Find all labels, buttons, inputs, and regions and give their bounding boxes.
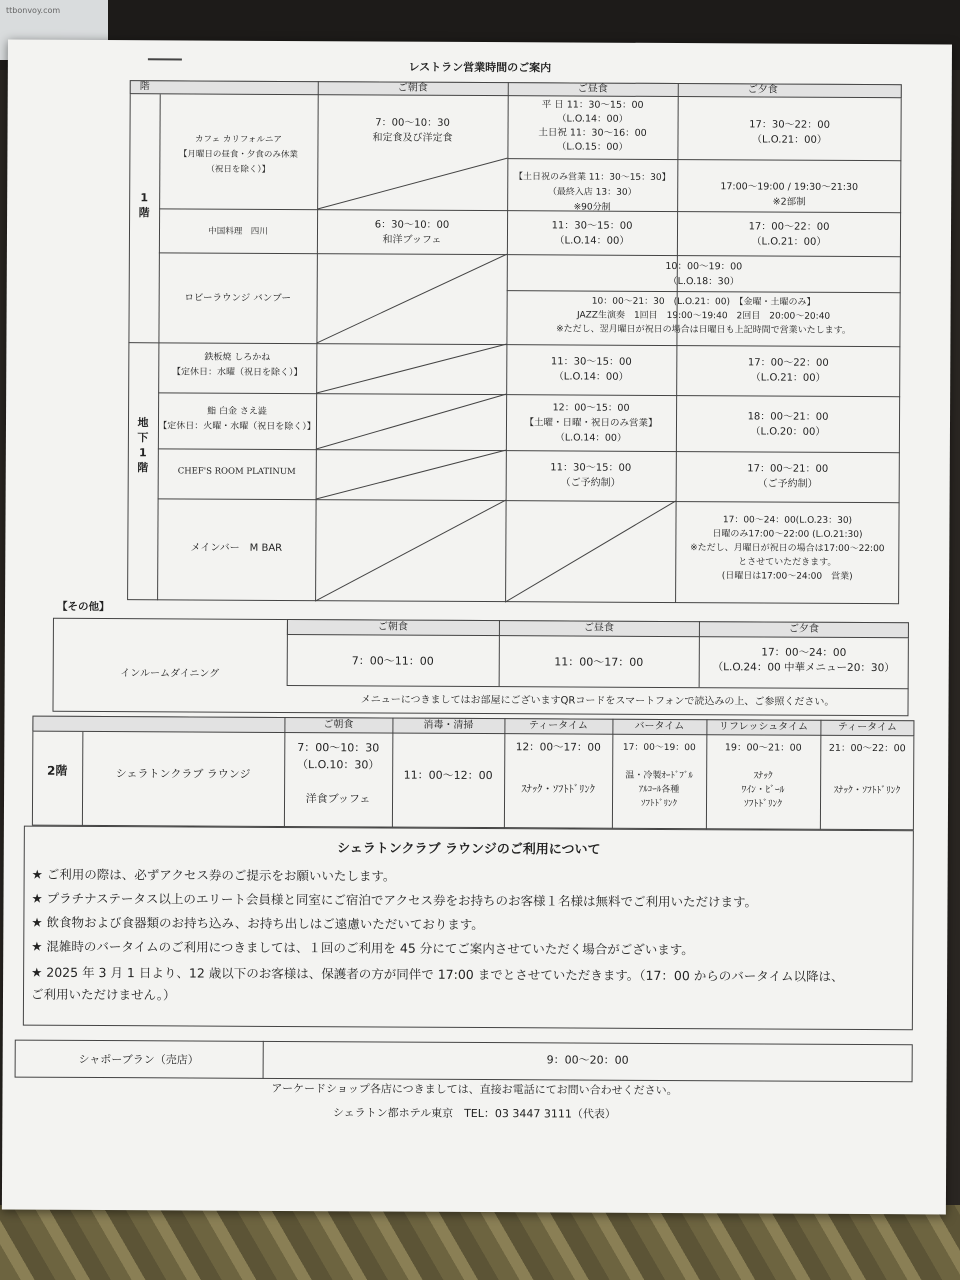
- sushi-lunch: 12：00～15：00 【土曜・日曜・祝日のみ営業】 （L.O.14：00）: [524, 402, 658, 444]
- lobby-hours: 10：00～19：00 （L.O.18：30）: [665, 260, 743, 288]
- footer-hotel: シェラトン都ホテル東京 TEL：03 3447 3111（代表）: [332, 1106, 616, 1121]
- club-cell-3: 17：00～19：00 温・冷製ｵｰﾄﾞﾌﾞﾙ ｱﾙｺｰﾙ各種 ｿﾌﾄﾄﾞﾘﾝｸ: [622, 742, 696, 810]
- inroom-breakfast: 7：00～11：00: [351, 654, 434, 668]
- inroom-dinner: 17：00～24：00 （L.O.24：00 中華メニュー20：30）: [712, 646, 895, 675]
- diagonal-slash: [316, 393, 506, 450]
- other-h-lunch: ご昼食: [583, 622, 614, 634]
- club-h-0: ご朝食: [323, 719, 354, 731]
- club-cell-2: 12：00～17：00 ｽﾅｯｸ・ｿﾌﾄﾄﾞﾘﾝｸ: [515, 741, 601, 796]
- diagonal-slash: [316, 343, 506, 394]
- inroom-name: インルームダイニング: [120, 668, 220, 680]
- floor-1: 1 階: [138, 191, 150, 220]
- club-h-4: リフレッシュタイム: [718, 721, 808, 733]
- page-title: レストラン営業時間のご案内: [408, 60, 552, 75]
- shisen-breakfast: 6：30～10：00 和洋ブッフェ: [374, 219, 450, 246]
- club-h-3: バータイム: [634, 720, 685, 733]
- sushi-name: 鮨 白金 さえ澁 【定休日：火曜・水曜（祝日を除く）】: [158, 406, 316, 433]
- inroom-note: メニューにつきましてはお部屋にございますQRコードをスマートフォンで読込みの上、ご参照ください。: [360, 694, 835, 708]
- usage-note-4: ★ 2025 年 3 月 1 日より、12 歳以下のお客様は、保護者の方が同伴で 17:00 までとさせていただきます。（17：00 からのバータイム以降は、 ご利用いただけません。）: [30, 964, 844, 1003]
- club-cell-0: 7：00～10：30 （L.O.10：30） 洋食ブッフェ: [297, 741, 380, 806]
- diagonal-slash: [316, 449, 506, 500]
- club-name: シェラトンクラブ ラウンジ: [115, 767, 251, 781]
- usage-note-0: ★ ご利用の際は、必ずアクセス券のご提示をお願いいたします。: [31, 866, 396, 884]
- club-h-1: 消毒・清掃: [423, 719, 474, 731]
- usage-title: シェラトンクラブ ラウンジのご利用について: [337, 841, 601, 858]
- usage-note-2: ★ 飲食物および食器類のお持ち込み、お持ち出しはご遠慮いただいております。: [31, 914, 484, 933]
- card-text: ttbonvoy.com: [6, 6, 61, 15]
- california-weekend-lunch: 【土日祝のみ営業 11：30～15：30】 （最終入店 13：30） ※90分制: [513, 172, 671, 213]
- club-floor: 2階: [46, 763, 68, 778]
- other-h-breakfast: ご朝食: [377, 621, 408, 633]
- shirokane-dinner: 17：00～22：00 （L.O.21：00）: [747, 357, 829, 384]
- header-breakfast: ご朝食: [397, 82, 428, 94]
- floor-b1: 地 下 1 階: [137, 416, 149, 475]
- diagonal-slash: [505, 500, 676, 603]
- shirokane-name: 鉄板焼 しろかね 【定休日：水曜（祝日を除く）】: [171, 352, 303, 379]
- carpet: [0, 1205, 960, 1280]
- shop-hours: 9：00～20：00: [546, 1053, 629, 1067]
- diagonal-slash: [316, 253, 506, 344]
- footer-arcade: アーケードショップ各店につきましては、直接お電話にてお問い合わせください。: [271, 1081, 678, 1098]
- shisen-name: 中国料理 四川: [208, 226, 268, 237]
- california-name: カフェ カリフォルニア 【月曜日の昼食・夕食のみ休業 （祝日を除く）】: [178, 134, 298, 175]
- chefs-room-dinner: 17：00～21：00 （ご予約制）: [747, 463, 829, 490]
- usage-note-3: ★ 混雑時のバータイムのご利用につきましては、１回のご利用を 45 分にてご案内させていただく場合がございます。: [31, 938, 694, 958]
- shirokane-lunch: 11：30～15：00 （L.O.14：00）: [550, 356, 632, 383]
- california-dinner: 17：30～22：00 （L.O.21：00）: [749, 119, 831, 146]
- usage-note-1: ★ プラチナステータス以上のエリート会員様と同室にご宿泊でアクセス券をお持ちのお客様１名様は無料でご利用いただけます。: [31, 890, 758, 910]
- club-cell-1: 11：00～12：00: [403, 768, 493, 783]
- floor-divider: [128, 342, 158, 343]
- california-lunch: 平 日 11：30～15：00 （L.O.14：00） 土日祝 11：30～16：00 （L.O.15：00）: [538, 99, 647, 153]
- club-h-5: ティータイム: [837, 721, 897, 734]
- chefs-room-name: CHEF'S ROOM PLATINUM: [177, 466, 296, 478]
- header-floor: 階: [139, 81, 150, 93]
- other-label: 【その他】: [57, 600, 110, 614]
- club-cell-4: 19：00～21：00 ｽﾅｯｸ ﾜｲﾝ・ﾋﾞｰﾙ ｿﾌﾄﾄﾞﾘﾝｸ: [724, 742, 802, 810]
- header-lunch: ご昼食: [577, 83, 608, 95]
- sushi-dinner: 18：00～21：00 （L.O.20：00）: [747, 411, 829, 438]
- shop-name: シャポーブラン（売店）: [78, 1052, 199, 1067]
- mbar-dinner: 17：00～24：00(L.O.23：30) 日曜のみ17:00～22:00 (L.O.21:30) ※ただし、月曜日が祝日の場合は17:00～22:00 とさせていただきます。 (日曜日は17:00～24:00 営業): [690, 515, 885, 582]
- inroom-lunch: 11：00～17：00: [554, 655, 644, 669]
- club-h-2: ティータイム: [528, 720, 588, 732]
- header-dinner: ご夕食: [747, 84, 778, 96]
- lobby-name: ロビーラウンジ バンブー: [184, 292, 291, 305]
- mbar-name: メインバー M BAR: [190, 542, 283, 554]
- other-h-dinner: ご夕食: [788, 623, 819, 635]
- chefs-room-lunch: 11：30～15：00 （ご予約制）: [550, 462, 632, 489]
- lobby-jazz: 10：00～21：30 (L.O.21：00) 【金曜・土曜のみ】 JAZZ生演奏 1回目 19:00～19:40 2回目 20:00～20:40 ※ただし、翌月曜日が祝日の場合は日曜日も上記時間で営業いたします。: [556, 296, 851, 336]
- document-sheet: [2, 40, 952, 1215]
- diagonal-slash: [315, 499, 506, 602]
- club-cell-5: 21：00～22：00 ｽﾅｯｸ・ｿﾌﾄﾄﾞﾘﾝｸ: [828, 742, 906, 797]
- california-2part-dinner: 17:00～19:00 / 19:30～21:30 ※2部制: [720, 181, 859, 208]
- shisen-lunch: 11：30～15：00 （L.O.14：00）: [551, 220, 633, 247]
- shisen-dinner: 17：00～22：00 （L.O.21：00）: [748, 221, 830, 248]
- california-breakfast: 7：00～10：30 和定食及び洋定食: [372, 117, 453, 144]
- diagonal-slash: [317, 157, 507, 210]
